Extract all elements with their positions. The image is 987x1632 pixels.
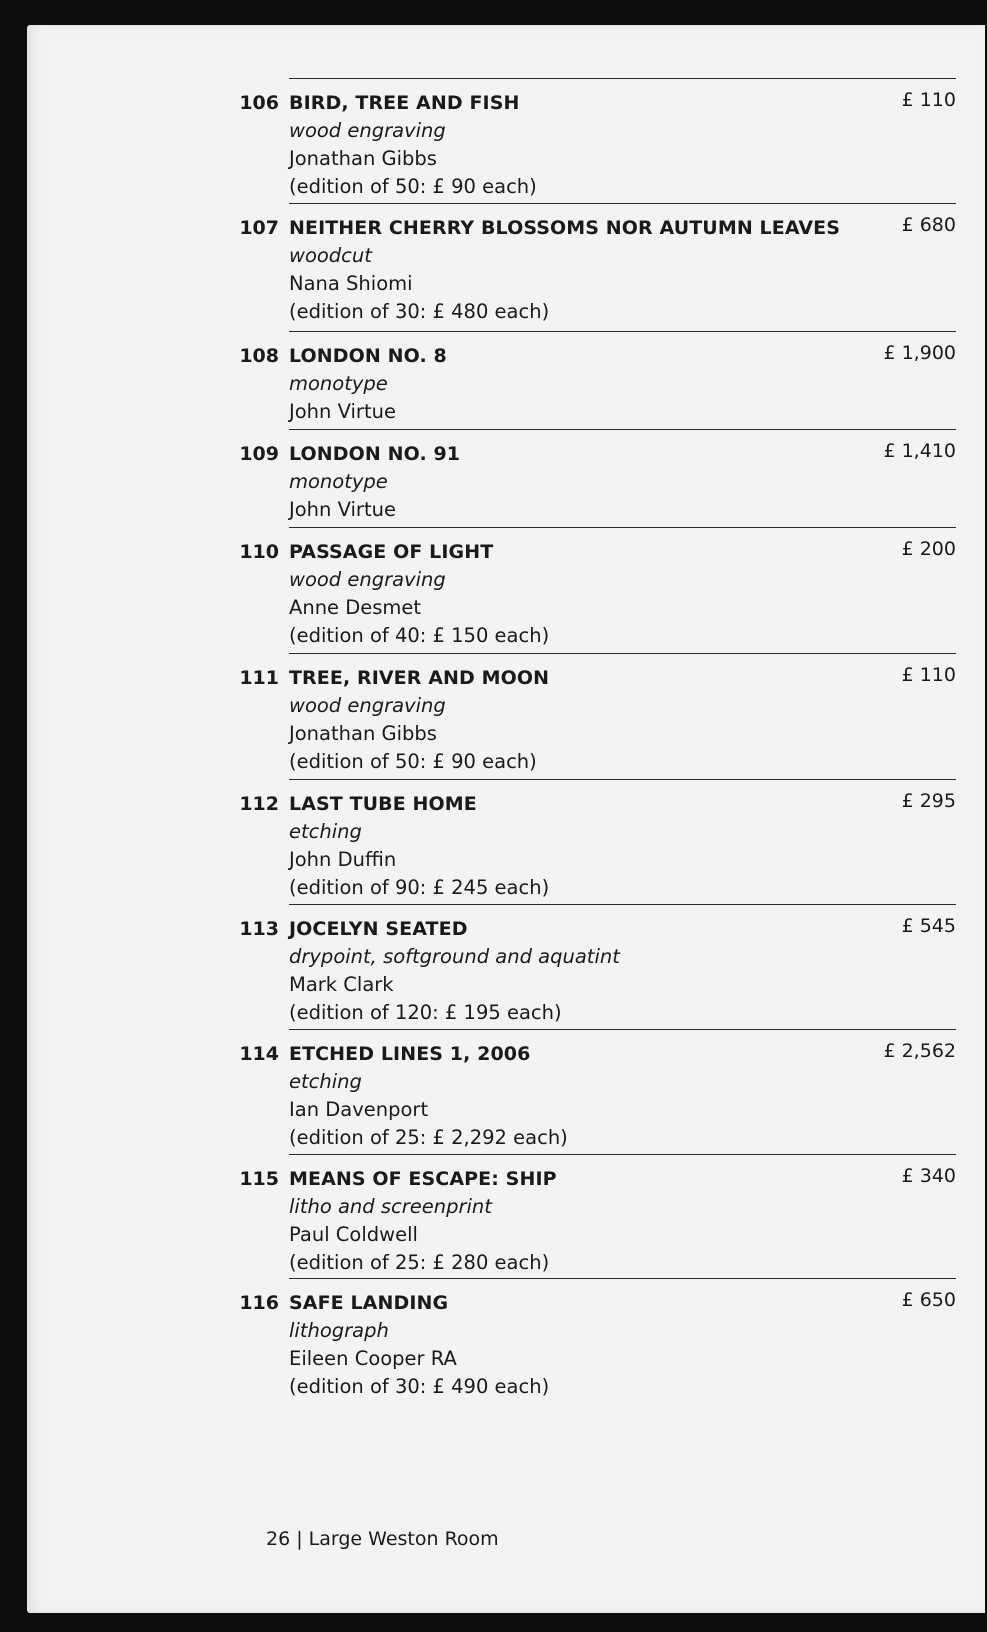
entry-title: TREE, RIVER AND MOON xyxy=(289,667,550,689)
entry-price: £ 295 xyxy=(901,790,956,812)
lot-number: 116 xyxy=(239,1292,279,1314)
catalogue-page xyxy=(27,25,985,1613)
entry-edition: (edition of 90: £ 245 each) xyxy=(289,876,550,899)
entry-title: LONDON NO. 8 xyxy=(289,345,447,367)
entry-edition: (edition of 25: £ 280 each) xyxy=(289,1251,550,1274)
entry-medium: monotype xyxy=(289,470,388,493)
entry-medium: woodcut xyxy=(289,244,372,267)
catalogue-entry xyxy=(239,527,956,650)
entry-edition: (edition of 30: £ 480 each) xyxy=(289,300,550,323)
catalogue-entry xyxy=(239,78,956,201)
entry-artist: Mark Clark xyxy=(289,973,394,996)
entry-artist: Jonathan Gibbs xyxy=(289,147,437,170)
entry-artist: Anne Desmet xyxy=(289,596,422,619)
entry-title: ETCHED LINES 1, 2006 xyxy=(289,1043,531,1065)
entry-price: £ 545 xyxy=(901,915,956,937)
lot-number: 112 xyxy=(239,793,279,815)
entry-title: JOCELYN SEATED xyxy=(289,918,468,940)
entry-medium: wood engraving xyxy=(289,568,446,591)
catalogue-entry xyxy=(239,653,956,776)
lot-number: 115 xyxy=(239,1168,279,1190)
entry-title: LAST TUBE HOME xyxy=(289,793,477,815)
entry-edition: (edition of 50: £ 90 each) xyxy=(289,750,537,773)
catalogue-entry xyxy=(239,779,956,902)
lot-number: 113 xyxy=(239,918,279,940)
entry-edition: (edition of 50: £ 90 each) xyxy=(289,175,537,198)
entry-title: PASSAGE OF LIGHT xyxy=(289,541,494,563)
entry-medium: litho and screenprint xyxy=(289,1195,492,1218)
entry-medium: wood engraving xyxy=(289,694,446,717)
entry-edition: (edition of 25: £ 2,292 each) xyxy=(289,1126,568,1149)
entry-artist: John Virtue xyxy=(289,400,396,423)
entry-price: £ 200 xyxy=(901,538,956,560)
entry-price: £ 110 xyxy=(901,89,956,111)
entry-medium: lithograph xyxy=(289,1319,389,1342)
lot-number: 109 xyxy=(239,443,279,465)
entry-title: BIRD, TREE AND FISH xyxy=(289,92,520,114)
entry-title: LONDON NO. 91 xyxy=(289,443,461,465)
entry-price: £ 680 xyxy=(901,214,956,236)
entry-price: £ 110 xyxy=(901,664,956,686)
entry-title: NEITHER CHERRY BLOSSOMS NOR AUTUMN LEAVES xyxy=(289,217,841,239)
catalogue-entry xyxy=(239,429,956,524)
entry-title: SAFE LANDING xyxy=(289,1292,449,1314)
entry-artist: John Duffin xyxy=(289,848,397,871)
entry-medium: etching xyxy=(289,820,362,843)
entry-edition: (edition of 30: £ 490 each) xyxy=(289,1375,550,1398)
entry-medium: drypoint, softground and aquatint xyxy=(289,945,620,968)
entry-medium: monotype xyxy=(289,372,388,395)
entry-artist: Eileen Cooper RA xyxy=(289,1347,457,1370)
entry-title: MEANS OF ESCAPE: SHIP xyxy=(289,1168,557,1190)
entry-artist: Nana Shiomi xyxy=(289,272,413,295)
catalogue-entry xyxy=(239,904,956,1027)
lot-number: 110 xyxy=(239,541,279,563)
entry-artist: Paul Coldwell xyxy=(289,1223,418,1246)
entry-medium: wood engraving xyxy=(289,119,446,142)
entry-artist: Ian Davenport xyxy=(289,1098,429,1121)
catalogue-entry xyxy=(239,203,956,326)
entry-edition: (edition of 40: £ 150 each) xyxy=(289,624,550,647)
entry-price: £ 650 xyxy=(901,1289,956,1311)
entry-artist: John Virtue xyxy=(289,498,396,521)
catalogue-entry xyxy=(239,1278,956,1401)
entry-medium: etching xyxy=(289,1070,362,1093)
entry-price: £ 1,410 xyxy=(883,440,956,462)
page-footer: 26 | Large Weston Room xyxy=(266,1528,499,1550)
lot-number: 107 xyxy=(239,217,279,239)
entry-edition: (edition of 120: £ 195 each) xyxy=(289,1001,562,1024)
catalogue-entry xyxy=(239,331,956,426)
entry-price: £ 1,900 xyxy=(883,342,956,364)
lot-number: 106 xyxy=(239,92,279,114)
catalogue-entry xyxy=(239,1029,956,1152)
lot-number: 111 xyxy=(239,667,279,689)
entry-price: £ 340 xyxy=(901,1165,956,1187)
catalogue-entry xyxy=(239,1154,956,1277)
lot-number: 114 xyxy=(239,1043,279,1065)
entry-artist: Jonathan Gibbs xyxy=(289,722,437,745)
lot-number: 108 xyxy=(239,345,279,367)
entry-price: £ 2,562 xyxy=(883,1040,956,1062)
